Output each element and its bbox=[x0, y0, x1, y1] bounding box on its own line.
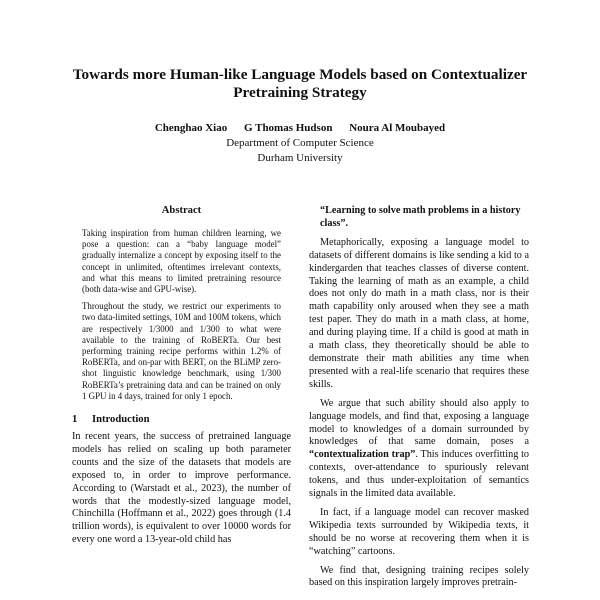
right-column bbox=[309, 205, 529, 596]
department: Department of Computer Science bbox=[226, 137, 374, 149]
university: Durham University bbox=[257, 152, 343, 164]
body-paragraph: Metaphorically, exposing a language model to datasets of different domains is like sending a kid to a kindergarden that teaches classes of diverse content. Taking the learning of math as an example, a child does not only do math in a math class, nor is their math capability only aroused when they see a math test paper. They do math in a math class, at home, and during playing time. If a child is good at math in a math class, they theoretically should be able to demonstrate their math abilities any time when presented with a real-life scenario that requires these skills. bbox=[309, 236, 529, 390]
abstract-heading: Abstract bbox=[161, 205, 202, 216]
abstract-paragraph: Throughout the study, we restrict our experiments to two data-limited settings, 10M and 100M tokens, which are respectively 1/3000 and 1/300 to what were available to the training of RoBERTa. Our best performing training recipe performs within 1.2% of RoBERTa, and on-par with BERT, on the BLiMP zero-shot linguistic knowledge benchmark, using 1/300 RoBERTa’s pretraining data and can be trained on only 1 GPU in 4 days, trained for only 1 epoch. bbox=[82, 301, 281, 401]
author-name: G Thomas Hudson bbox=[244, 122, 333, 134]
paper-title: Towards more Human-like Language Models based on Contextualizer Pretraining Strategy bbox=[72, 66, 528, 101]
author-list bbox=[60, 121, 540, 136]
abstract-paragraph: Taking inspiration from human children learning, we pose a question: can a “baby language model” gradually internalize a concept by exposing itself to the concept in unlimited, oftentimes irrelevant contexts, and what this means to limited pretraining resource (both data-wise and GPU-wise). bbox=[82, 228, 281, 295]
bold-term: “contextualization trap” bbox=[309, 449, 416, 461]
body-paragraph bbox=[309, 398, 529, 501]
body-paragraph: We find that, designing training recipes solely based on this inspiration largely improves pretrain- bbox=[309, 564, 529, 589]
intro-paragraph: In recent years, the success of pretrained language models has relied on scaling up both parameter counts and the size of the datasets that models are exposed to, in order to improve performance. According to (Warstadt et al., 2023), the number of words that the modestly-sized language model, Chinchilla (Hoffmann et al., 2022) goes through (1.4 trillion words), is equivalent to over 10000 words for every one word a 13-year-old child has bbox=[72, 431, 291, 546]
body-paragraph: In fact, if a language model can recover masked Wikipedia texts surrounded by Wikipedia texts, it should be no worse at recovering them when it is “watching” cartoons. bbox=[309, 506, 529, 557]
author-name: Noura Al Moubayed bbox=[349, 122, 446, 134]
paragraph-text: . This induces overfitting to contexts, over-attendance to spuriously relevant tokens, and thus under-exploitation of semantics signals in the limited data available. bbox=[309, 449, 529, 500]
section-number: 1 bbox=[72, 414, 78, 426]
section-heading bbox=[72, 414, 291, 425]
paragraph-text: We argue that such ability should also apply to language models, and find that, exposing a language model to knowledges of a domain surrounded by knowledges of that same domain, poses a bbox=[309, 397, 529, 448]
section-title: Introduction bbox=[92, 414, 150, 426]
bold-quote: “Learning to solve math problems in a history class”. bbox=[320, 205, 521, 229]
author-name: Chenghao Xiao bbox=[154, 122, 228, 134]
left-column bbox=[72, 205, 291, 553]
